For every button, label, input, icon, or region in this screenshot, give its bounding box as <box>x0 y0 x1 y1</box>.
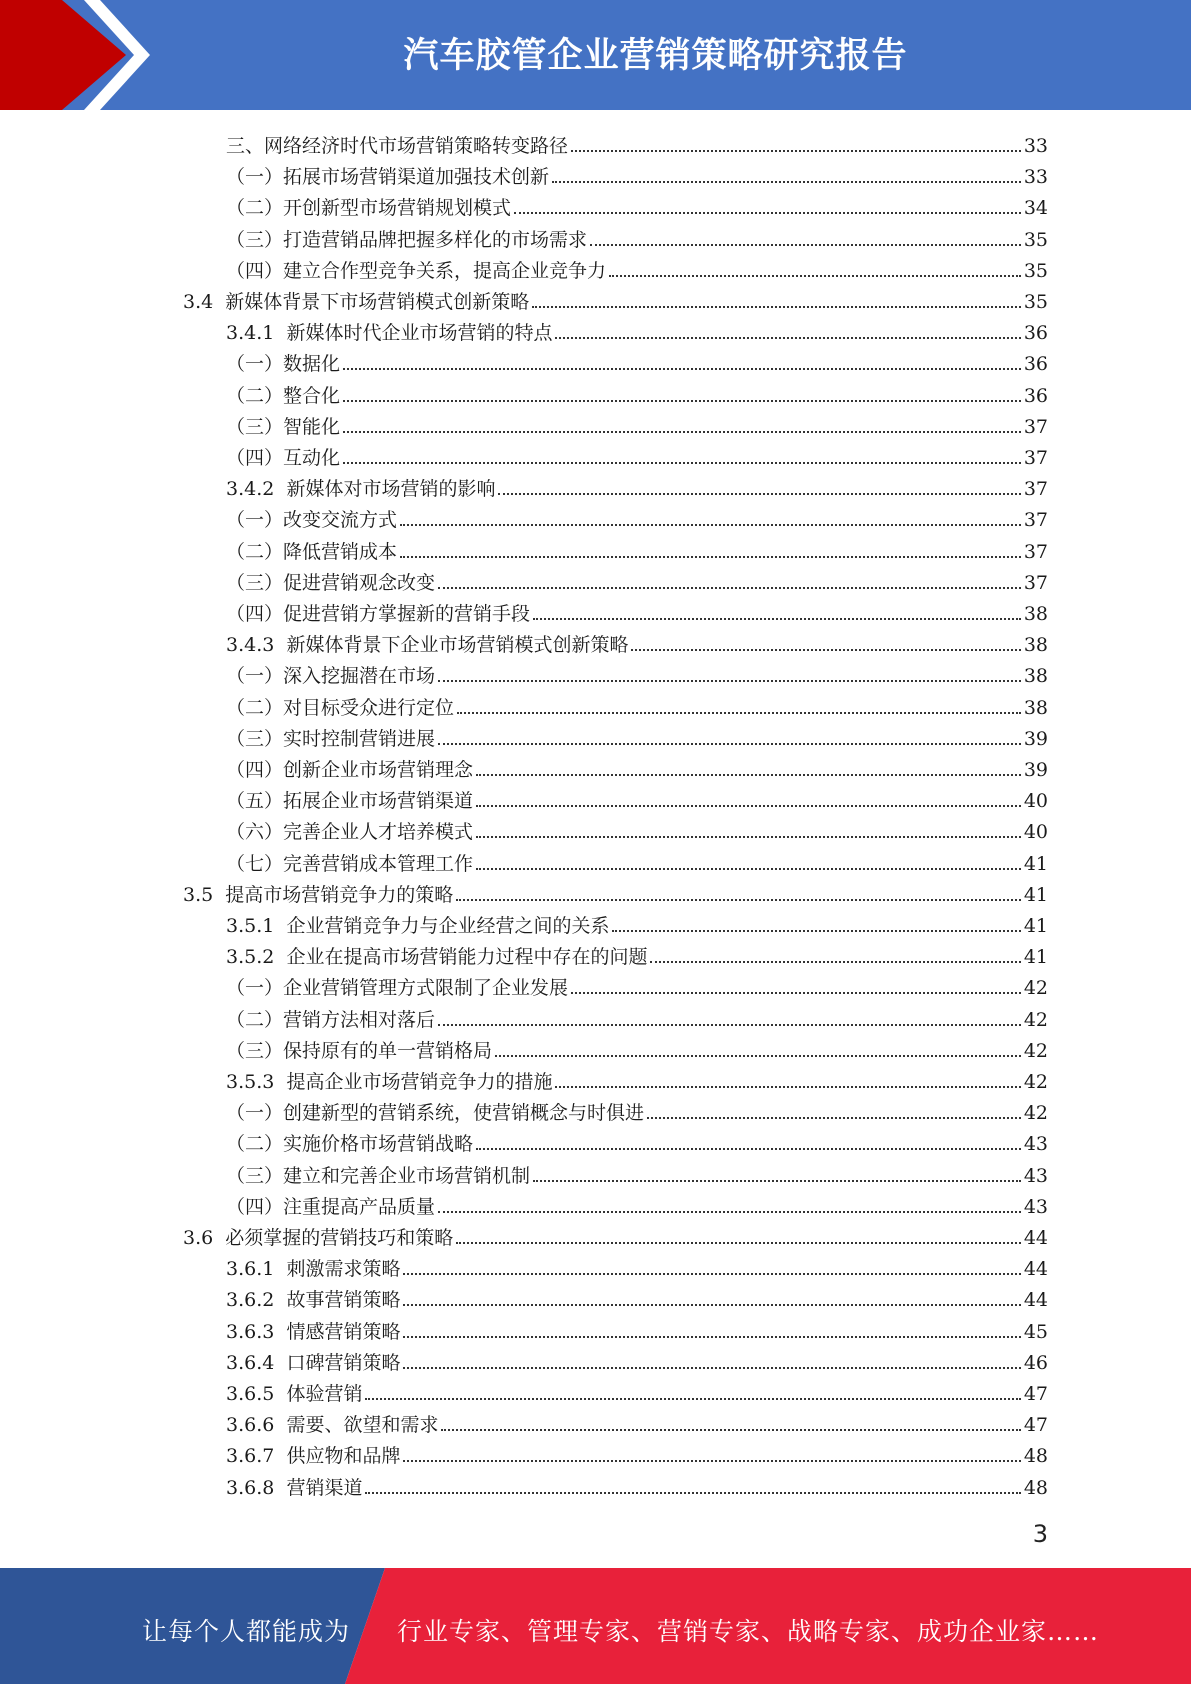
toc-entry-number: 3.5 <box>183 883 226 906</box>
toc-entry-title: 情感营销策略 <box>286 1320 401 1343</box>
toc-entry-page: 44 <box>1023 1227 1048 1249</box>
page-title: 汽车胶管企业营销策略研究报告 <box>403 36 908 76</box>
toc-entry-page: 38 <box>1023 696 1048 719</box>
toc-dot-leader <box>609 275 1021 277</box>
toc-entry-page: 48 <box>1023 1445 1048 1468</box>
toc-dot-leader <box>456 1242 1021 1244</box>
toc-dot-leader <box>456 899 1021 901</box>
toc-entry-title: 营销渠道 <box>286 1476 363 1499</box>
toc-entry-page: 46 <box>1023 1351 1048 1374</box>
toc-entry-page: 42 <box>1023 1008 1048 1031</box>
toc-dot-leader <box>498 493 1020 495</box>
toc-dot-leader <box>647 1117 1021 1119</box>
toc-entry-page: 40 <box>1023 790 1048 813</box>
toc-entry[interactable] <box>226 1188 1048 1219</box>
toc-entry[interactable] <box>226 439 1048 470</box>
toc-entry-page: 35 <box>1023 291 1048 313</box>
toc-dot-leader <box>441 1429 1020 1431</box>
toc-entry-page: 44 <box>1023 1258 1048 1281</box>
toc-entry-page: 44 <box>1023 1289 1048 1312</box>
toc-entry-page: 43 <box>1023 1164 1048 1187</box>
toc-entry[interactable] <box>183 1219 1048 1250</box>
toc-dot-leader <box>552 181 1021 183</box>
toc-entry-number: 3.5.1 <box>226 915 287 937</box>
toc-entry-title: 新媒体时代企业市场营销的特点 <box>286 322 553 345</box>
toc-entry[interactable] <box>226 1344 1048 1375</box>
toc-entry-number: 3.6.8 <box>226 1476 287 1499</box>
toc-entry-title: （二）对目标受众进行定位 <box>226 696 455 719</box>
toc-entry-title: （三）建立和完善企业市场营销机制 <box>226 1164 531 1187</box>
toc-entry-title: 刺激需求策略 <box>286 1258 401 1281</box>
toc-dot-leader <box>438 680 1021 682</box>
toc-entry-page: 37 <box>1023 509 1048 532</box>
page-footer <box>0 1568 1191 1684</box>
toc-entry-number: 3.6.3 <box>226 1320 287 1343</box>
toc-entry-title: （一）改变交流方式 <box>226 509 398 532</box>
toc-entry-number: 3.6 <box>183 1227 226 1249</box>
toc-entry[interactable] <box>226 127 1048 158</box>
toc-dot-leader <box>555 337 1020 339</box>
toc-entry-page: 39 <box>1023 759 1048 781</box>
toc-entry[interactable] <box>226 689 1048 720</box>
toc-entry-page: 37 <box>1023 478 1048 501</box>
toc-entry-title: 供应物和品牌 <box>286 1445 401 1468</box>
toc-dot-leader <box>403 1460 1020 1462</box>
toc-entry-title: （一）创建新型的营销系统，使营销概念与时俱进 <box>226 1102 645 1125</box>
toc-entry[interactable] <box>226 314 1048 345</box>
toc-dot-leader <box>571 150 1021 152</box>
toc-entry[interactable] <box>226 1375 1048 1406</box>
toc-entry[interactable] <box>226 907 1048 938</box>
toc-entry[interactable] <box>226 1094 1048 1125</box>
toc-dot-leader <box>400 556 1021 558</box>
toc-entry-title: （二）营销方法相对落后 <box>226 1008 436 1031</box>
toc-entry[interactable] <box>226 751 1048 782</box>
toc-entry-title: （三）智能化 <box>226 415 341 438</box>
toc-entry-page: 48 <box>1023 1476 1048 1499</box>
toc-entry-title: （一）企业营销管理方式限制了企业发展 <box>226 977 569 1000</box>
toc-entry-title: （四）创新企业市场营销理念 <box>226 759 474 781</box>
toc-dot-leader <box>476 836 1021 838</box>
toc-entry[interactable] <box>226 595 1048 626</box>
toc-entry-title: 企业在提高市场营销能力过程中存在的问题 <box>286 946 648 969</box>
toc-entry-page: 43 <box>1023 1133 1048 1156</box>
toc-entry[interactable] <box>226 408 1048 439</box>
toc-dot-leader <box>457 712 1021 714</box>
toc-entry[interactable] <box>183 283 1048 314</box>
toc-dot-leader <box>438 1024 1021 1026</box>
toc-entry-number: 3.4 <box>183 291 226 313</box>
toc-entry-page: 41 <box>1023 946 1048 969</box>
toc-entry-page: 33 <box>1023 166 1048 189</box>
toc-entry[interactable] <box>226 1250 1048 1281</box>
toc-entry-title: 新媒体背景下企业市场营销模式创新策略 <box>286 634 629 657</box>
toc-dot-leader <box>476 868 1021 870</box>
toc-entry-title: 必须掌握的营销技巧和策略 <box>225 1227 454 1249</box>
toc-entry-number: 3.6.2 <box>226 1289 287 1312</box>
toc-dot-leader <box>343 431 1021 433</box>
toc-entry-title: 需要、欲望和需求 <box>286 1414 439 1437</box>
toc-entry-page: 36 <box>1023 353 1048 376</box>
toc-entry-title: （一）深入挖掘潜在市场 <box>226 665 436 688</box>
toc-entry[interactable] <box>226 1406 1048 1437</box>
toc-entry-page: 43 <box>1023 1195 1048 1218</box>
toc-entry[interactable] <box>226 657 1048 688</box>
toc-dot-leader <box>438 1211 1021 1213</box>
toc-entry-title: （四）互动化 <box>226 447 341 469</box>
toc-entry-number: 3.5.3 <box>226 1071 287 1093</box>
toc-entry[interactable] <box>226 720 1048 751</box>
toc-entry-page: 42 <box>1023 1071 1048 1093</box>
toc-entry[interactable] <box>226 1063 1048 1094</box>
toc-entry-number: 3.6.4 <box>226 1351 287 1374</box>
toc-entry-page: 33 <box>1023 135 1048 157</box>
toc-entry-page: 38 <box>1023 603 1048 625</box>
toc-entry-page: 42 <box>1023 1039 1048 1062</box>
toc-entry-page: 41 <box>1023 883 1048 906</box>
toc-entry-title: （四）促进营销方掌握新的营销手段 <box>226 603 531 625</box>
toc-entry-number: 3.4.1 <box>226 322 287 345</box>
toc-entry-title: （二）开创新型市场营销规划模式 <box>226 197 512 220</box>
toc-dot-leader <box>631 649 1020 651</box>
toc-entry-number: 3.6.7 <box>226 1445 287 1468</box>
toc-entry[interactable] <box>226 1313 1048 1344</box>
toc-entry-number: 3.6.6 <box>226 1414 287 1437</box>
toc-entry-page: 45 <box>1023 1320 1048 1343</box>
toc-entry-page: 37 <box>1023 540 1048 563</box>
toc-entry-title: （四）注重提高产品质量 <box>226 1195 436 1218</box>
toc-entry[interactable] <box>226 1001 1048 1032</box>
toc-entry-title: （六）完善企业人才培养模式 <box>226 821 474 844</box>
toc-dot-leader <box>590 244 1021 246</box>
toc-entry-number: 3.6.1 <box>226 1258 287 1281</box>
toc-entry[interactable] <box>226 1437 1048 1468</box>
toc-entry[interactable] <box>226 158 1048 189</box>
toc-entry[interactable] <box>226 938 1048 969</box>
toc-entry[interactable] <box>226 1469 1048 1500</box>
toc-entry-page: 36 <box>1023 384 1048 407</box>
toc-entry-number: 3.4.2 <box>226 478 287 501</box>
toc-entry-title: 故事营销策略 <box>286 1289 401 1312</box>
toc-entry[interactable] <box>226 782 1048 813</box>
toc-dot-leader <box>612 930 1020 932</box>
toc-entry[interactable] <box>226 1125 1048 1156</box>
toc-dot-leader <box>365 1398 1020 1400</box>
toc-entry[interactable] <box>226 813 1048 844</box>
toc-entry-title: 提高企业市场营销竞争力的措施 <box>286 1071 553 1093</box>
toc-entry-title: （四）建立合作型竞争关系，提高企业竞争力 <box>226 259 607 282</box>
toc-entry-page: 39 <box>1023 727 1048 750</box>
toc-dot-leader <box>403 1304 1020 1306</box>
footer-slogan-left: 让每个人都能成为 <box>142 1617 351 1646</box>
toc-entry-title: 新媒体对市场营销的影响 <box>286 478 496 501</box>
toc-dot-leader <box>403 1336 1020 1338</box>
toc-dot-leader <box>476 805 1021 807</box>
toc-entry-title: 口碑营销策略 <box>286 1351 401 1374</box>
toc-dot-leader <box>571 992 1021 994</box>
toc-entry-page: 40 <box>1023 821 1048 844</box>
toc-dot-leader <box>438 587 1021 589</box>
toc-entry-page: 41 <box>1023 852 1048 875</box>
toc-dot-leader <box>532 306 1021 308</box>
toc-entry-title: 三、网络经济时代市场营销策略转变路径 <box>226 135 569 157</box>
toc-entry-title: （三）打造营销品牌把握多样化的市场需求 <box>226 228 588 251</box>
toc-dot-leader <box>555 1086 1020 1088</box>
toc-entry-title: （一）数据化 <box>226 353 341 376</box>
toc-entry-page: 42 <box>1023 1102 1048 1125</box>
toc-entry[interactable] <box>226 501 1048 532</box>
toc-entry-page: 37 <box>1023 571 1048 594</box>
toc-entry-page: 42 <box>1023 977 1048 1000</box>
toc-entry-title: （二）整合化 <box>226 384 341 407</box>
toc-dot-leader <box>476 1148 1021 1150</box>
toc-entry[interactable] <box>226 252 1048 283</box>
toc-entry-title: （二）降低营销成本 <box>226 540 398 563</box>
toc-entry[interactable] <box>226 345 1048 376</box>
page-header <box>0 0 1191 110</box>
toc-entry-title: （三）实时控制营销进展 <box>226 727 436 750</box>
toc-entry-page: 47 <box>1023 1414 1048 1437</box>
toc-entry-page: 35 <box>1023 259 1048 282</box>
toc-entry[interactable] <box>226 377 1048 408</box>
toc-dot-leader <box>650 961 1020 963</box>
toc-entry-number: 3.6.5 <box>226 1383 287 1405</box>
toc-dot-leader <box>533 618 1021 620</box>
toc-dot-leader <box>438 743 1021 745</box>
toc-entry-number: 3.4.3 <box>226 634 287 657</box>
toc-entry-title: （七）完善营销成本管理工作 <box>226 852 474 875</box>
toc-dot-leader <box>343 400 1021 402</box>
toc-dot-leader <box>403 1367 1020 1369</box>
toc-dot-leader <box>365 1492 1020 1494</box>
toc-dot-leader <box>403 1273 1020 1275</box>
toc-entry-title: 提高市场营销竞争力的策略 <box>225 883 454 906</box>
toc-entry-title: 企业营销竞争力与企业经营之间的关系 <box>286 915 610 937</box>
toc-entry-title: （三）保持原有的单一营销格局 <box>226 1039 493 1062</box>
toc-entry[interactable] <box>226 969 1048 1000</box>
toc-entry-page: 35 <box>1023 228 1048 251</box>
toc-entry-title: （二）实施价格市场营销战略 <box>226 1133 474 1156</box>
page-number: 3 <box>1032 1520 1048 1548</box>
toc-entry-number: 3.5.2 <box>226 946 287 969</box>
toc-entry[interactable] <box>226 470 1048 501</box>
toc-entry[interactable] <box>226 189 1048 220</box>
toc-entry[interactable] <box>226 1032 1048 1063</box>
toc-entry-title: （五）拓展企业市场营销渠道 <box>226 790 474 813</box>
toc-dot-leader <box>343 368 1021 370</box>
toc-entry-page: 37 <box>1023 447 1048 469</box>
toc-entry[interactable] <box>226 1281 1048 1312</box>
toc-entry-page: 36 <box>1023 322 1048 345</box>
toc-entry[interactable] <box>226 626 1048 657</box>
toc-entry-title: 新媒体背景下市场营销模式创新策略 <box>225 291 530 313</box>
toc-entry[interactable] <box>226 845 1048 876</box>
toc-entry-page: 47 <box>1023 1383 1048 1405</box>
toc-dot-leader <box>495 1055 1021 1057</box>
toc-dot-leader <box>400 524 1021 526</box>
toc-dot-leader <box>533 1180 1021 1182</box>
toc-entry-title: （一）拓展市场营销渠道加强技术创新 <box>226 166 550 189</box>
toc-dot-leader <box>514 212 1021 214</box>
toc-entry[interactable] <box>226 1157 1048 1188</box>
footer-slogan-right: 行业专家、管理专家、营销专家、战略专家、成功企业家…… <box>397 1617 1100 1646</box>
toc-entry[interactable] <box>183 876 1048 907</box>
toc-entry-title: 体验营销 <box>286 1383 363 1405</box>
toc-entry-page: 37 <box>1023 415 1048 438</box>
toc-entry-page: 38 <box>1023 634 1048 657</box>
toc-dot-leader <box>343 462 1021 464</box>
toc-entry-page: 38 <box>1023 665 1048 688</box>
toc-entry-title: （三）促进营销观念改变 <box>226 571 436 594</box>
toc-entry[interactable] <box>226 564 1048 595</box>
toc-dot-leader <box>476 774 1021 776</box>
toc-entry-page: 34 <box>1023 197 1048 220</box>
toc-entry[interactable] <box>226 221 1048 252</box>
toc-entry[interactable] <box>226 533 1048 564</box>
toc-entry-page: 41 <box>1023 915 1048 937</box>
